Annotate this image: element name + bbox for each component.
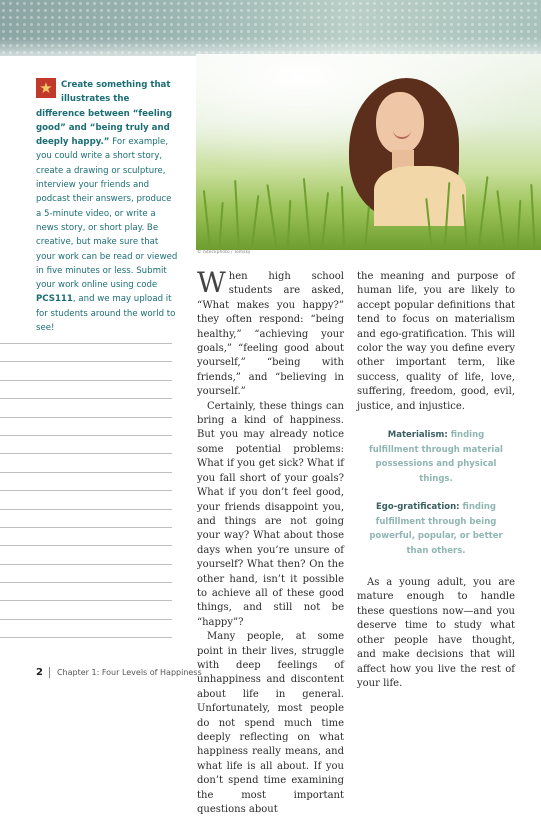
girl-in-grass-photo xyxy=(196,54,541,250)
footer-divider xyxy=(49,667,50,678)
note-line xyxy=(0,490,172,491)
article-column-2 xyxy=(357,270,515,691)
note-line xyxy=(0,435,172,436)
definition-text: finding fulfillment through being powerful, popular, or better than others. xyxy=(369,502,503,556)
note-line xyxy=(0,637,172,638)
activity-sidebar xyxy=(36,78,178,335)
note-line xyxy=(0,509,172,510)
header-band xyxy=(0,0,541,56)
paragraph-3: Many people, at some point in their lives, struggle with deep feelings of unhappiness and discontent about life in general. Unfortunately, most people do not spend much time deeply reflecting on what happiness really means, and what life is all about. If you don’t spend time examining the most important questions about xyxy=(197,631,344,816)
note-line xyxy=(0,343,172,344)
activity-heading: Create something that illustrates the difference between “feeling good” and “being truly and deeply happy.” xyxy=(36,80,172,148)
activity-body: For example, you could write a short story, create a drawing or sculpture, interview your friends and podcast their answers, produce a 5-minute video, or write a news story, or short play. Be creative, but make sure that your work can be read or viewed in five minutes or less. Submit your work online using code xyxy=(36,137,178,291)
note-line xyxy=(0,619,172,620)
paragraph-4: the meaning and purpose of human life, you are likely to accept popular definitions that tend to focus on materialism and ego-gratification. This will color the way you define every other important term, like success, quality of life, love, suffering, freedom, good, evil, justice, and injustice. xyxy=(357,271,515,412)
note-line xyxy=(0,527,172,528)
note-line xyxy=(0,380,172,381)
note-line xyxy=(0,398,172,399)
submission-code: PCS111 xyxy=(36,294,73,305)
activity-body-end: , and we may upload it for students around the world to see! xyxy=(36,294,176,334)
definition-term: Ego-gratification: xyxy=(375,502,460,513)
page-number: 2 xyxy=(36,667,43,678)
paragraph-5: As a young adult, you are mature enough to handle these questions now—and you deserve time to study what other people have thought, and make decisions that will affect how you live the rest of your life. xyxy=(357,577,515,689)
note-line xyxy=(0,361,172,362)
note-line xyxy=(0,582,172,583)
definition-text: finding fulfillment through material possessions and physical things. xyxy=(369,430,503,484)
paragraph-2: Certainly, these things can bring a kind of happiness. But you may already notice some potential problems: What if you get sick? What if you fall short of your goals? What if you don’t feel good, your friends disappoint you, and things are not going your way? What about those days when you’re unsure of yourself? What then? On the other hand, isn’t it possible to achieve all of these good things, and still not be “happy”? xyxy=(197,400,344,628)
photo-credit: © iStockphoto / Tomsky xyxy=(197,250,251,255)
note-line xyxy=(0,472,172,473)
note-line xyxy=(0,453,172,454)
paragraph-1-text: hen high school students are asked, “What makes you happy?” they often respond: “being healthy,” “achieving your goals,” “feeling good about yourself,” “being with friends,” and “believing in yourself.” xyxy=(197,271,344,398)
note-line xyxy=(0,600,172,601)
article-column-1 xyxy=(197,266,344,817)
drop-cap: W xyxy=(197,266,226,299)
star-icon: ★ xyxy=(36,78,56,98)
note-line xyxy=(0,545,172,546)
note-line xyxy=(0,564,172,565)
definition-ego-gratification xyxy=(363,500,509,558)
chapter-title: Chapter 1: Four Levels of Happiness xyxy=(56,668,202,677)
definition-materialism xyxy=(363,428,509,486)
page-footer xyxy=(36,667,202,678)
note-line xyxy=(0,417,172,418)
note-lines xyxy=(0,343,172,656)
paragraph-1 xyxy=(197,266,344,400)
definition-term: Materialism: xyxy=(387,430,448,441)
